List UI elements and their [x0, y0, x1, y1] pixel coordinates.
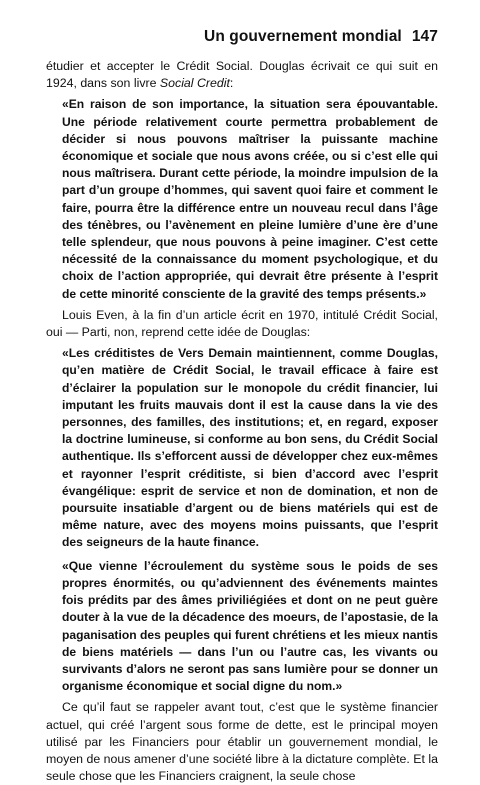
running-title: Un gouvernement mondial: [204, 28, 402, 45]
quote-even-2: «Que vienne l’écroulement du système sous le poids de ses propres énormités, ou qu’adviennent des événements maintes fois prédits par des âmes priviliégiées et dont on ne peut guère douter à la vue de la décadence des moeurs, de l’apostasie, de la paganisation des peuples qui furent chrétiens et les mieux nantis de biens matériels — dans l’un ou l’autre cas, les vivants ou survivants d’alors ne seront pas sans lumière pour se donner un organisme économique et social digne du nom.»: [62, 558, 438, 694]
paragraph-intro-lead: étudier et accepter le Crédit Social. Douglas écrivait ce qui suit en 1924, dans son livre: [46, 59, 438, 91]
paragraph-louis-even: Louis Even, à la fin d’un article écrit en 1970, intitulé Crédit Social, oui — Parti, non, reprend cette idée de Douglas:: [46, 307, 438, 340]
page-number: 147: [411, 28, 438, 45]
running-header: [46, 28, 438, 46]
paragraph-intro-tail: :: [229, 76, 234, 91]
quote-even-1: «Les créditistes de Vers Demain maintiennent, comme Douglas, qu’en matière de Crédit Social, le travail efficace à faire est d’éclairer la population sur le monopole du crédit financier, lui imputant les fruits mauvais dont il est la cause dans la vie des personnes, des familles, des institutions; et, en regard, exposer la doctrine lumineuse, si conforme au bon sens, du Crédit Social authentique. Ils s’efforcent aussi de développer chez eux-mêmes et rayonner l’esprit créditiste, si bien d’accord avec l’esprit évangélique: esprit de service et non de domination, et non de poursuite insatiable d’argent ou de biens matériels qui est de même nature, avec des moyens moins puissants, que l’esprit des seigneurs de la haute finance.: [62, 346, 438, 550]
book-page: [46, 28, 438, 785]
book-title-social-credit: Social Credit: [159, 76, 230, 91]
paragraph-conclusion: Ce qu’il faut se rappeler avant tout, c’est que le système financier actuel, qui créé l’argent sous forme de dette, est le principal moyen utilisé par les Financiers pour établir un gouvernement mondial, le moyen de nous amener d’une société libre à la dictature complète. Et la seule chose que les Financiers craignent, la seule chose: [46, 700, 438, 784]
paragraph-intro: [46, 58, 438, 92]
quote-douglas: «En raison de son importance, la situation sera épouvantable. Une période relativement courte permettra probablement de décider si nous pouvons maîtriser la puissante machine économique et sociale que nous avons créée, ou si c’est elle qui nous maîtrisera. Durant cette période, la moindre impulsion de la part d’un groupe d’hommes, qui savent quoi faire et comment le faire, pourra être la différence entre un nouveau recul dans l’âge des ténèbres, ou l’avènement en pleine lumière d’une ère d’une telle splendeur, que nous pouvons à peine imaginer. C’est cette nécessité de la connaissance du moment psychologique, et du choix de l’action appropriée, qui devrait être présente à l’esprit de cette minorité consciente de la gravité des temps présents.»: [62, 97, 438, 301]
body-text: [46, 58, 438, 785]
